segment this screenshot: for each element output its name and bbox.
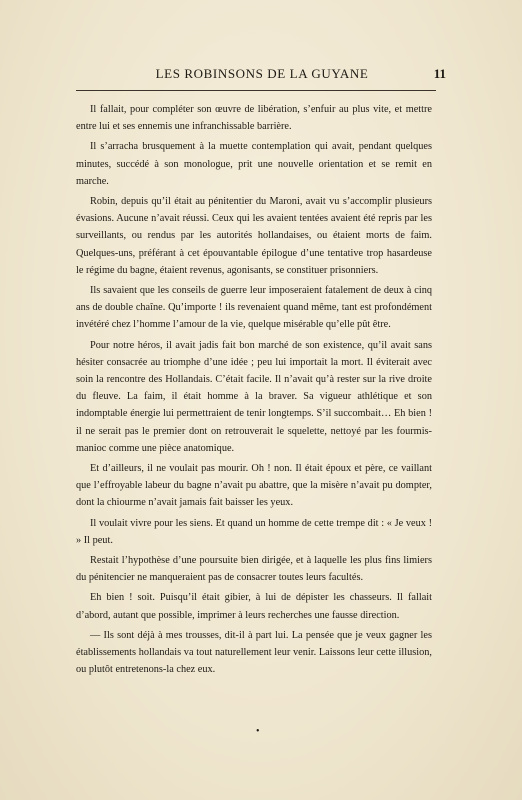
paragraph: — Ils sont déjà à mes trousses, dit-il à part lui. La pensée que je veux gagner les établissements hollandais va tout naturellement leur venir. Laissons leur cette illusion, ou plutôt entretenons-la chez eux. bbox=[76, 629, 432, 676]
running-title: LES ROBINSONS DE LA GUYANE bbox=[155, 66, 369, 81]
page-number: 11 bbox=[433, 66, 446, 81]
page-header bbox=[92, 66, 446, 88]
paragraph: Et d’ailleurs, il ne voulait pas mourir. Oh ! non. Il était époux et père, ce vaillant que l’effroyable labeur du bagne n’avait pu abattre, que la misère n’avait pu dompter, dont la chiourme n’avait jamais fait baisser les yeux. bbox=[76, 463, 432, 509]
paragraph: Il fallait, pour compléter son œuvre de libération, s’enfuir au plus vite, et mettre entre lui et ses ennemis une infranchissable barrière. bbox=[76, 104, 432, 133]
paragraph: Il voulait vivre pour les siens. Et quand un homme de cette trempe dit : « Je veux ! » Il peut. bbox=[76, 517, 432, 546]
paragraph: Ils savaient que les conseils de guerre leur imposeraient fatalement de deux à cinq ans de double chaîne. Qu’importe ! ils revenaient quand même, tant est profondément invétéré chez l’homme l’amour de la vie, quelque misérable qu’elle pût être. bbox=[76, 285, 432, 331]
header-rule bbox=[76, 90, 436, 91]
paragraph: Robin, depuis qu’il était au pénitentier du Maroni, avait vu s’accomplir plusieurs évasions. Aucune n’avait réussi. Ceux qui les avaient tentées avaient été repris par les surveillants, ou rendus par les autorités hollandaises, ou étaient morts de faim. Quelques-uns, préférant à cet épouvantable épilogue d’une tentative trop hasardeuse le régime du bagne, étaient revenus, agonisants, se constituer prisonniers. bbox=[76, 196, 432, 276]
footer-mark: • bbox=[256, 726, 260, 737]
paragraph: Restait l’hypothèse d’une poursuite bien dirigée, et à laquelle les plus fins limiers du pénitencier ne manqueraient pas de consacrer toutes leurs facultés. bbox=[76, 555, 432, 584]
paragraph: Pour notre héros, il avait jadis fait bon marché de son existence, qu’il avait sans hésiter consacrée au triomphe d’une idée ; peu lui importait la mort. Il éviterait avec soin la rencontre des Hollandais. C’était facile. Il n’avait qu’à rester sur la rive droite du fleuve. La faim, il était homme à la braver. Sa vigueur athlétique et son indomptable énergie lui permettraient de tenir longtemps. S’il succombait… Eh bien ! il ne serait pas le premier dont on retrouverait le squelette, nettoyé par les fourmis-manioc comme une pièce anatomique. bbox=[76, 339, 432, 454]
paragraph: Il s’arracha brusquement à la muette contemplation qui avait, pendant quelques minutes, succédé à son monologue, prit une nouvelle orientation et se remit en marche. bbox=[76, 141, 432, 187]
paragraph: Eh bien ! soit. Puisqu’il était gibier, à lui de dépister les chasseurs. Il fallait d’abord, autant que possible, imprimer à leurs recherches une fausse direction. bbox=[76, 592, 432, 621]
body-text bbox=[76, 101, 432, 682]
